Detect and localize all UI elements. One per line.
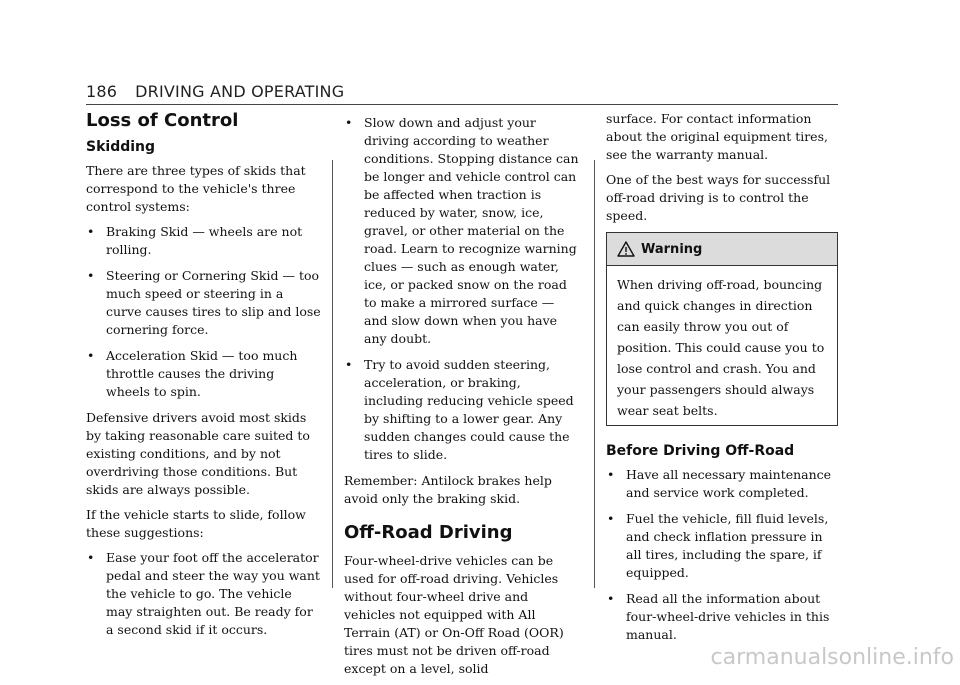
paragraph: One of the best ways for successful off-road driving is to control the speed. <box>606 172 831 223</box>
page-number: 186 <box>86 82 118 101</box>
heading-off-road-driving: Off-Road Driving <box>344 522 513 543</box>
warning-text: When driving off-road, bouncing and quick changes in direction can easily throw you out of position. This could cause you to lose control and crash. You and your passengers should always wear seat belts. <box>617 277 825 418</box>
heading-before-driving-off-road: Before Driving Off-Road <box>606 443 795 459</box>
list-item: • Ease your foot off the accelerator pedal and steer the way you want the vehicle to go. The vehicle may straighten out. Be ready for a second skid if it occurs. <box>87 550 320 637</box>
list-item: • Try to avoid sudden steering, acceleration, or braking, including reducing vehicle speed by shifting to a lower gear. Any sudden changes could cause the tires to slide. <box>345 357 574 462</box>
paragraph: Defensive drivers avoid most skids by taking reasonable care suited to existing conditions, and by not overdriving those conditions. But skids are always possible. <box>86 410 310 497</box>
bullet-icon: • <box>87 348 95 363</box>
bullet-list <box>344 114 580 464</box>
column-1 <box>86 110 322 647</box>
watermark: carmanualsonline.info <box>710 645 954 670</box>
bullet-icon: • <box>87 224 95 239</box>
paragraph: Four-wheel-drive vehicles can be used for off-road driving. Vehicles without four-wheel drive and vehicles not equipped with All Terrain (AT) or On-Off Road (OOR) tires must not be driven off-road except on a level, solid <box>344 553 564 676</box>
column-divider <box>594 160 595 588</box>
section-title: DRIVING AND OPERATING <box>135 82 345 101</box>
bullet-icon: • <box>87 268 95 283</box>
paragraph: If the vehicle starts to slide, follow these suggestions: <box>86 507 306 540</box>
list-item: • Fuel the vehicle, fill fluid levels, and check inflation pressure in all tires, including the spare, if equipped. <box>607 511 829 580</box>
column-3 <box>606 110 838 652</box>
bullet-icon: • <box>607 591 615 606</box>
header-divider <box>86 104 838 105</box>
warning-header <box>607 233 837 266</box>
warning-triangle-icon <box>617 241 635 257</box>
page-header <box>86 82 344 101</box>
list-item: • Slow down and adjust your driving according to weather conditions. Stopping distance can be longer and vehicle control can be affected when traction is reduced by water, snow, ice, gravel, or other material on the road. Learn to recognize warning clues — such as enough water, ice, or packed snow on the road to make a mirrored surface — and slow down when you have any doubt. <box>345 115 579 346</box>
bullet-list <box>606 466 838 644</box>
bullet-icon: • <box>607 511 615 526</box>
bullet-icon: • <box>345 115 353 130</box>
bullet-icon: • <box>87 550 95 565</box>
list-item: • Braking Skid — wheels are not rolling. <box>87 224 303 257</box>
column-divider <box>332 160 333 588</box>
heading-skidding: Skidding <box>86 139 156 155</box>
bullet-icon: • <box>607 467 615 482</box>
column-2 <box>344 110 580 685</box>
warning-title: Warning <box>641 241 703 257</box>
warning-box <box>606 232 838 426</box>
paragraph: There are three types of skids that correspond to the vehicle's three control systems: <box>86 163 306 214</box>
bullet-list <box>86 223 322 401</box>
list-item: • Steering or Cornering Skid — too much speed or steering in a curve causes tires to slip and lose cornering force. <box>87 268 321 337</box>
bullet-list <box>86 549 322 639</box>
list-item: • Read all the information about four-wheel-drive vehicles in this manual. <box>607 591 830 642</box>
paragraph: surface. For contact information about the original equipment tires, see the warranty manual. <box>606 111 828 162</box>
heading-loss-of-control: Loss of Control <box>86 110 239 131</box>
list-item: • Acceleration Skid — too much throttle causes the driving wheels to spin. <box>87 348 298 399</box>
paragraph: Remember: Antilock brakes help avoid only the braking skid. <box>344 473 552 506</box>
bullet-icon: • <box>345 357 353 372</box>
list-item: • Have all necessary maintenance and service work completed. <box>607 467 832 500</box>
